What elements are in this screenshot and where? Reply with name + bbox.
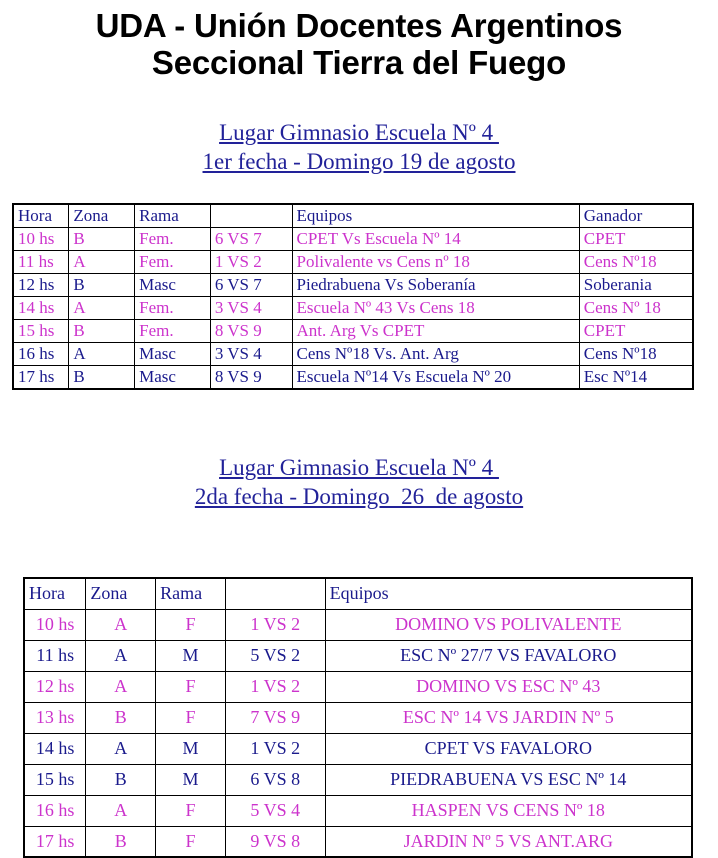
cell-ganador: Esc Nº14: [579, 366, 693, 390]
table-row: [24, 764, 692, 795]
table-row: [24, 609, 692, 640]
cell-zona: A: [69, 343, 135, 366]
cell-equipos: ESC Nº 27/7 VS FAVALORO: [325, 640, 692, 671]
table-two-body: [24, 609, 692, 857]
cell-rama: Fem.: [135, 228, 211, 251]
section-two-place: Lugar Gimnasio Escuela Nº 4: [219, 455, 499, 480]
cell-zona: B: [69, 228, 135, 251]
cell-equipos: Escuela Nº14 Vs Escuela Nº 20: [292, 366, 579, 390]
page-title: [0, 0, 718, 82]
cell-zona: A: [86, 640, 156, 671]
cell-zona: A: [86, 733, 156, 764]
cell-hora: 17 hs: [24, 826, 86, 857]
cell-hora: 16 hs: [24, 795, 86, 826]
header-vs: [225, 578, 325, 609]
cell-rama: F: [156, 702, 226, 733]
cell-ganador: Cens Nº18: [579, 343, 693, 366]
cell-zona: B: [69, 320, 135, 343]
cell-rama: Fem.: [135, 251, 211, 274]
cell-zona: B: [86, 764, 156, 795]
cell-vs: 1 VS 2: [225, 671, 325, 702]
cell-vs: 9 VS 8: [225, 826, 325, 857]
section-one-place-wrap: [0, 118, 718, 147]
header-hora: Hora: [24, 578, 86, 609]
page-title-line-2: Seccional Tierra del Fuego: [151, 43, 567, 81]
cell-hora: 12 hs: [13, 274, 69, 297]
cell-ganador: CPET: [579, 228, 693, 251]
section-one-place: Lugar Gimnasio Escuela Nº 4: [219, 120, 499, 145]
table-row: [13, 274, 693, 297]
cell-equipos: PIEDRABUENA VS ESC Nº 14: [325, 764, 692, 795]
cell-rama: M: [156, 764, 226, 795]
cell-zona: A: [86, 609, 156, 640]
cell-vs: 1 VS 2: [225, 733, 325, 764]
section-two-table-container: [23, 577, 693, 858]
schedule-table-two: [23, 577, 693, 858]
cell-rama: F: [156, 826, 226, 857]
table-row: [24, 640, 692, 671]
cell-rama: Masc: [135, 366, 211, 390]
cell-vs: 5 VS 4: [225, 795, 325, 826]
section-two-date-wrap: [0, 482, 718, 511]
cell-rama: Fem.: [135, 320, 211, 343]
section-one-heading: [0, 118, 718, 177]
cell-zona: B: [69, 366, 135, 390]
table-one-body: [13, 228, 693, 390]
table-row: [13, 343, 693, 366]
section-two-date: 2da fecha - Domingo 26 de agosto: [194, 484, 524, 510]
cell-zona: A: [69, 251, 135, 274]
cell-hora: 10 hs: [13, 228, 69, 251]
table-row: [24, 671, 692, 702]
section-one-date: 1er fecha - Domingo 19 de agosto: [202, 149, 516, 175]
cell-equipos: CPET VS FAVALORO: [325, 733, 692, 764]
section-one-date-wrap: [0, 147, 718, 176]
cell-vs: 6 VS 7: [210, 274, 292, 297]
cell-equipos: DOMINO VS POLIVALENTE: [325, 609, 692, 640]
cell-equipos: CPET Vs Escuela Nº 14: [292, 228, 579, 251]
cell-hora: 14 hs: [24, 733, 86, 764]
cell-vs: 1 VS 2: [225, 609, 325, 640]
cell-rama: M: [156, 733, 226, 764]
cell-hora: 15 hs: [24, 764, 86, 795]
cell-zona: B: [69, 274, 135, 297]
cell-rama: F: [156, 609, 226, 640]
cell-zona: A: [86, 795, 156, 826]
cell-vs: 6 VS 8: [225, 764, 325, 795]
cell-zona: A: [86, 671, 156, 702]
cell-equipos: JARDIN Nº 5 VS ANT.ARG: [325, 826, 692, 857]
cell-hora: 11 hs: [13, 251, 69, 274]
table-row: [24, 795, 692, 826]
cell-rama: Fem.: [135, 297, 211, 320]
cell-vs: 5 VS 2: [225, 640, 325, 671]
cell-equipos: Ant. Arg Vs CPET: [292, 320, 579, 343]
cell-vs: 6 VS 7: [210, 228, 292, 251]
header-hora: Hora: [13, 204, 69, 228]
table-row: [24, 702, 692, 733]
section-two-place-wrap: [0, 453, 718, 482]
cell-vs: 1 VS 2: [210, 251, 292, 274]
cell-zona: B: [86, 702, 156, 733]
header-equipos: Equipos: [292, 204, 579, 228]
header-zona: Zona: [86, 578, 156, 609]
cell-ganador: CPET: [579, 320, 693, 343]
cell-ganador: Cens Nº 18: [579, 297, 693, 320]
header-vs: [210, 204, 292, 228]
cell-vs: 7 VS 9: [225, 702, 325, 733]
table-row: [24, 826, 692, 857]
cell-rama: F: [156, 671, 226, 702]
cell-vs: 8 VS 9: [210, 320, 292, 343]
table-header-row: [13, 204, 693, 228]
cell-equipos: Piedrabuena Vs Soberanía: [292, 274, 579, 297]
cell-equipos: Polivalente vs Cens nº 18: [292, 251, 579, 274]
cell-equipos: Escuela Nº 43 Vs Cens 18: [292, 297, 579, 320]
page-title-line-1: UDA - Unión Docentes Argentinos: [95, 7, 623, 44]
cell-equipos: ESC Nº 14 VS JARDIN Nº 5: [325, 702, 692, 733]
table-row: [13, 366, 693, 390]
section-two-heading: [0, 453, 718, 512]
header-zona: Zona: [69, 204, 135, 228]
cell-equipos: DOMINO VS ESC Nº 43: [325, 671, 692, 702]
cell-hora: 11 hs: [24, 640, 86, 671]
cell-zona: B: [86, 826, 156, 857]
cell-vs: 3 VS 4: [210, 297, 292, 320]
cell-vs: 3 VS 4: [210, 343, 292, 366]
table-two-header: [24, 578, 692, 609]
cell-equipos: HASPEN VS CENS Nº 18: [325, 795, 692, 826]
cell-hora: 10 hs: [24, 609, 86, 640]
cell-equipos: Cens Nº18 Vs. Ant. Arg: [292, 343, 579, 366]
cell-hora: 13 hs: [24, 702, 86, 733]
cell-hora: 15 hs: [13, 320, 69, 343]
table-row: [13, 251, 693, 274]
table-row: [13, 228, 693, 251]
table-one-header: [13, 204, 693, 228]
header-rama: Rama: [135, 204, 211, 228]
cell-ganador: Soberania: [579, 274, 693, 297]
cell-hora: 16 hs: [13, 343, 69, 366]
section-one-table-container: [12, 203, 694, 390]
table-row: [24, 733, 692, 764]
cell-rama: F: [156, 795, 226, 826]
cell-rama: M: [156, 640, 226, 671]
cell-zona: A: [69, 297, 135, 320]
cell-vs: 8 VS 9: [210, 366, 292, 390]
header-equipos: Equipos: [325, 578, 692, 609]
header-ganador: Ganador: [579, 204, 693, 228]
cell-rama: Masc: [135, 274, 211, 297]
cell-ganador: Cens Nº18: [579, 251, 693, 274]
cell-hora: 14 hs: [13, 297, 69, 320]
table-row: [13, 297, 693, 320]
cell-hora: 12 hs: [24, 671, 86, 702]
schedule-table-one: [12, 203, 694, 390]
table-header-row: [24, 578, 692, 609]
header-rama: Rama: [156, 578, 226, 609]
cell-hora: 17 hs: [13, 366, 69, 390]
cell-rama: Masc: [135, 343, 211, 366]
table-row: [13, 320, 693, 343]
